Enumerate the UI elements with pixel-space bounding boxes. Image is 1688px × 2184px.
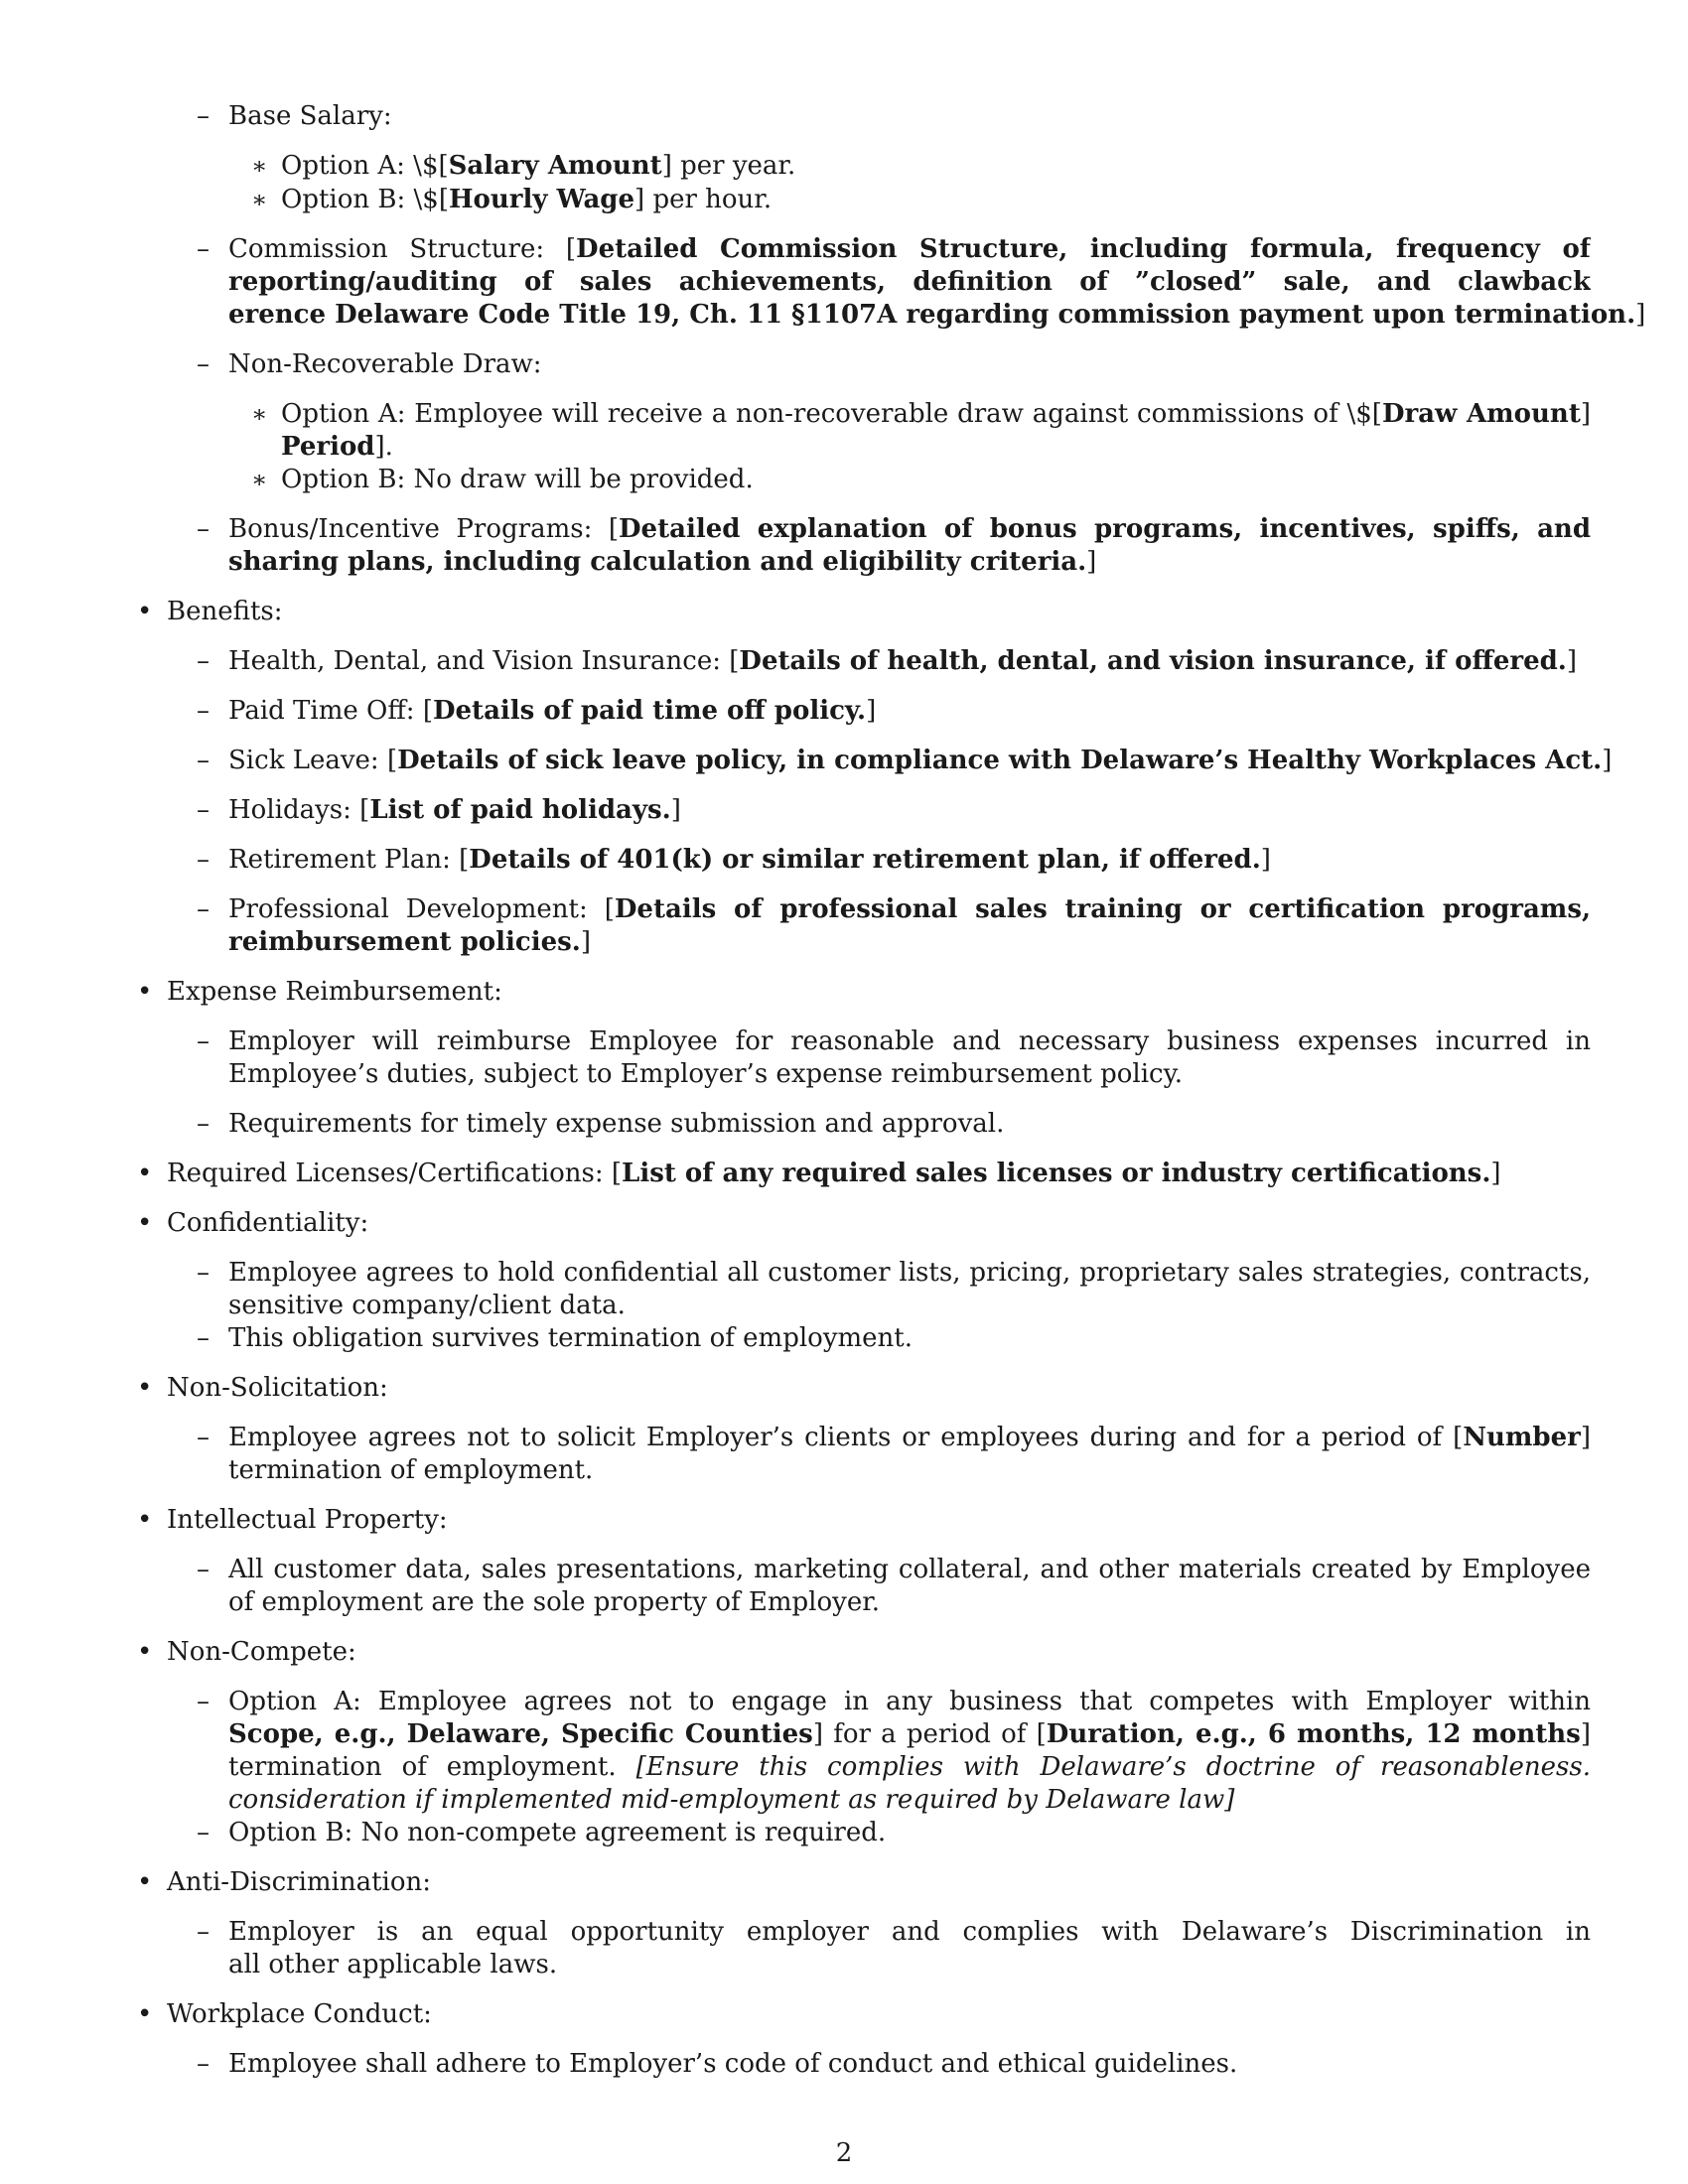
star-marker: ∗ [251,186,268,213]
benefit-holidays: Holidays: [List of paid holidays.] [228,795,681,825]
draw-option-a-line-1: Option A: Employee will receive a non-recoverable draw against commissions of \$[Draw Amount] [281,399,1591,429]
anti-discrimination-line-2: all other applicable laws. [228,1950,558,1979]
bullet-marker: • [137,1208,153,1238]
dash-marker: – [197,894,210,924]
bullet-marker: • [137,1505,153,1535]
non-solicitation-label: Non-Solicitation: [167,1373,388,1403]
non-compete-label: Non-Compete: [167,1637,356,1667]
expense-item-2: Requirements for timely expense submission and approval. [228,1109,1005,1139]
expense-item-1-line-1: Employer will reimburse Employee for reasonable and necessary business expenses incurred in [228,1026,1591,1056]
expense-item-1-line-2: Employee’s duties, subject to Employer’s expense reimbursement policy. [228,1059,1184,1089]
benefit-retirement: Retirement Plan: [Details of 401(k) or similar retirement plan, if offered.] [228,845,1271,875]
ip-line-1: All customer data, sales presentations, marketing collateral, and other materials created by Employee [228,1555,1591,1584]
benefits-label: Benefits: [167,597,283,626]
bonus-line-2: sharing plans, including calculation and eligibility criteria.] [228,547,1097,577]
non-compete-a-line-4: consideration if implemented mid-employment as required by Delaware law] [228,1785,1235,1815]
bullet-marker: • [137,1637,153,1667]
dash-marker: – [197,1917,210,1947]
base-salary-option-b: Option B: \$[Hourly Wage] per hour. [281,185,773,214]
conduct-line-1: Employee shall adhere to Employer’s code of conduct and ethical guidelines. [228,2049,1238,2079]
bullet-marker: • [137,597,153,626]
star-marker: ∗ [251,400,268,428]
expense-label: Expense Reimbursement: [167,977,502,1007]
base-salary-option-a: Option A: \$[Salary Amount] per year. [281,151,796,181]
dash-marker: – [197,1423,210,1452]
dash-marker: – [197,101,210,131]
star-marker: ∗ [251,466,268,493]
licenses-line: Required Licenses/Certifications: [List of any required sales licenses or industry certifications.] [167,1159,1501,1188]
bullet-marker: • [137,1867,153,1897]
anti-discrimination-line-1: Employer is an equal opportunity employer and complies with Delaware’s Discrimination in [228,1917,1591,1947]
dash-marker: – [197,795,210,825]
dash-marker: – [197,1818,210,1847]
draw-label: Non-Recoverable Draw: [228,349,542,379]
commission-line-3: erence Delaware Code Title 19, Ch. 11 §1107A regarding commission payment upon termination.] [228,300,1646,330]
commission-line-1: Commission Structure: [Detailed Commission Structure, including formula, frequency of [228,234,1591,264]
dash-marker: – [197,696,210,726]
non-compete-a-line-2: Scope, e.g., Delaware, Specific Counties] for a period of [Duration, e.g., 6 months, 12 months] [228,1719,1591,1749]
dash-marker: – [197,514,210,544]
base-salary-label: Base Salary: [228,101,392,131]
non-compete-a-line-3: termination of employment. [Ensure this complies with Delaware’s doctrine of reasonableness. [228,1752,1591,1782]
benefit-pto: Paid Time Off: [Details of paid time off policy.] [228,696,877,726]
benefit-sick-leave: Sick Leave: [Details of sick leave policy, in compliance with Delaware’s Healthy Workplaces Act.] [228,746,1613,775]
dash-marker: – [197,1258,210,1288]
anti-discrimination-label: Anti-Discrimination: [167,1867,432,1897]
confidentiality-item-1-line-2: sensitive company/client data. [228,1291,626,1320]
dash-marker: – [197,349,210,379]
bullet-marker: • [137,1373,153,1403]
draw-option-a-line-2: Period]. [281,432,393,462]
dash-marker: – [197,234,210,264]
ip-label: Intellectual Property: [167,1505,448,1535]
star-marker: ∗ [251,152,268,180]
conduct-label: Workplace Conduct: [167,1999,432,2029]
benefit-development-line-1: Professional Development: [Details of professional sales training or certification programs, [228,894,1591,924]
benefit-health: Health, Dental, and Vision Insurance: [Details of health, dental, and vision insurance, if offered.] [228,646,1577,676]
commission-line-2: reporting/auditing of sales achievements, definition of ”closed” sale, and clawback [228,267,1591,297]
dash-marker: – [197,2049,210,2079]
confidentiality-item-2: This obligation survives termination of employment. [228,1323,913,1353]
ip-line-2: of employment are the sole property of Employer. [228,1587,881,1617]
non-compete-option-b: Option B: No non-compete agreement is required. [228,1818,887,1847]
dash-marker: – [197,746,210,775]
bullet-marker: • [137,1159,153,1188]
dash-marker: – [197,845,210,875]
bullet-marker: • [137,1999,153,2029]
dash-marker: – [197,646,210,676]
draw-option-b: Option B: No draw will be provided. [281,465,754,494]
dash-marker: – [197,1687,210,1716]
dash-marker: – [197,1555,210,1584]
non-solicitation-line-2: termination of employment. [228,1455,594,1485]
confidentiality-item-1-line-1: Employee agrees to hold confidential all customer lists, pricing, proprietary sales strategies, contracts, [228,1258,1591,1288]
non-solicitation-line-1: Employee agrees not to solicit Employer’s clients or employees during and for a period of [Number] [228,1423,1591,1452]
non-compete-a-line-1: Option A: Employee agrees not to engage in any business that competes with Employer within [228,1687,1591,1716]
dash-marker: – [197,1109,210,1139]
dash-marker: – [197,1323,210,1353]
dash-marker: – [197,1026,210,1056]
bonus-line-1: Bonus/Incentive Programs: [Detailed explanation of bonus programs, incentives, spiffs, and [228,514,1591,544]
bullet-marker: • [137,977,153,1007]
benefit-development-line-2: reimbursement policies.] [228,927,591,957]
page-number: 2 [835,2138,853,2168]
confidentiality-label: Confidentiality: [167,1208,369,1238]
